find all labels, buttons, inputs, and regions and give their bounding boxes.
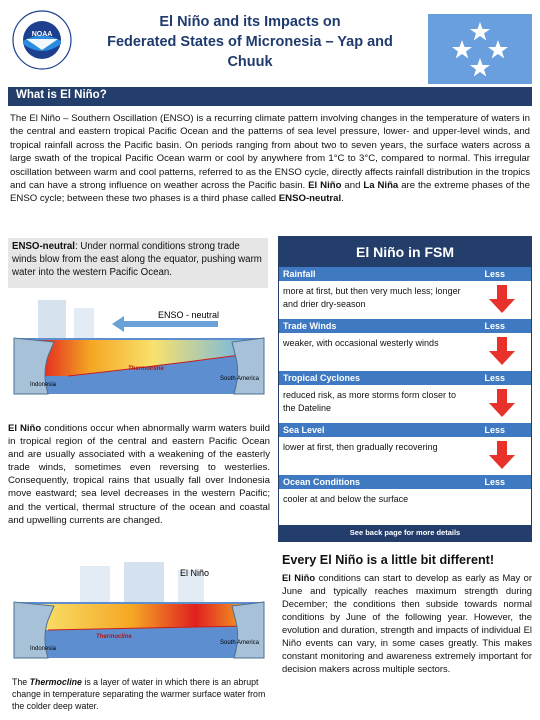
fsm-row-trade-winds-head xyxy=(279,319,531,333)
el-nino-diagram xyxy=(8,558,270,662)
enso-neutral-diagram xyxy=(8,294,270,398)
fsm-rainfall-text: more at first, but then very much less; longer and drier dry-season xyxy=(283,286,461,309)
fsm-row-ocean-conditions-body xyxy=(279,489,531,525)
intro-bold-enso-neutral: ENSO-neutral xyxy=(278,193,342,205)
diagram2-south-america: South America xyxy=(220,640,260,646)
fsm-panel-title: El Niño in FSM xyxy=(279,237,531,267)
intro-bold-la-nina: La Niña xyxy=(363,180,399,192)
diagram2-indonesia: Indonesia xyxy=(30,646,57,652)
title-line-2: Federated States of Micronesia – Yap and xyxy=(107,34,393,50)
fsm-row-sea-level-body xyxy=(279,437,531,475)
fsm-trade-winds-label: Trade Winds xyxy=(283,321,337,331)
page-title xyxy=(80,12,420,72)
every-el-nino-heading: Every El Niño is a little bit different! xyxy=(282,553,495,567)
diagram2-title: El Niño xyxy=(180,568,210,578)
thermocline-note xyxy=(12,676,270,712)
down-arrow-icon xyxy=(489,337,515,365)
fsm-sea-level-less: Less xyxy=(484,425,505,435)
fsm-row-ocean-conditions-head xyxy=(279,475,531,489)
fsm-row-rainfall-head xyxy=(279,267,531,281)
intro-text-2: are the extreme phases of the ENSO cycle; between these two phases is a third phase called xyxy=(10,180,531,205)
every-el-nino-text xyxy=(282,571,532,675)
diagram1-thermocline: Thermocline xyxy=(128,366,164,372)
every-el-nino-label: El Niño xyxy=(282,572,316,583)
intro-end: . xyxy=(341,193,344,205)
fsm-row-trade-winds-body xyxy=(279,333,531,371)
fsm-row-tropical-cyclones-body xyxy=(279,385,531,423)
fsm-sea-level-text: lower at first, then gradually recovering xyxy=(283,442,438,452)
fsm-tropical-cyclones-less: Less xyxy=(484,373,505,383)
intro-bold-el-nino: El Niño xyxy=(308,180,342,192)
down-arrow-icon xyxy=(489,285,515,313)
fsm-footer-note: See back page for more details xyxy=(279,525,531,541)
fsm-ocean-conditions-label: Ocean Conditions xyxy=(283,477,361,487)
diagram1-title: ENSO - neutral xyxy=(158,310,220,320)
svg-text:NOAA: NOAA xyxy=(31,31,53,38)
fsm-trade-winds-text: weaker, with occasional westerly winds xyxy=(283,338,439,348)
every-el-nino-body: conditions can start to develop as early as May or June and typically reaches maximum strength during December; the conditions then subside towards normal conditions by June of the following year. However, the evolution and duration, strength and impacts of individual El Niño events can vary, in some cases greatly. This makes constant monitoring and awareness extremely important for decision makers across multiple sectors. xyxy=(282,572,532,674)
intro-and: and xyxy=(341,180,364,192)
el-nino-text: conditions occur when abnormally warm waters build in tropical region of the central and eastern Pacific Ocean and are usually associated with a weakening of the easterly trade winds, sometimes even reversing to westerlies. Consequently, tropical rains that usually fall over Indonesia move eastward; sea level decreases in the western Pacific; and the vertical, thermal structure of the ocean and coastal and upwelling currents are changed. xyxy=(8,423,271,526)
thermo-note-text: is a layer of water in which there is an abrupt change in temperature separating the warmer surface water from the colder deep water. xyxy=(12,677,266,711)
diagram1-indonesia: Indonesia xyxy=(30,382,57,388)
el-nino-label: El Niño xyxy=(8,423,42,434)
header xyxy=(8,8,532,84)
fsm-row-rainfall-body xyxy=(279,281,531,319)
thermo-note-pre: The xyxy=(12,677,30,687)
fsm-sea-level-label: Sea Level xyxy=(283,425,325,435)
fsm-row-tropical-cyclones-head xyxy=(279,371,531,385)
el-nino-description xyxy=(8,422,270,527)
enso-neutral-label: ENSO-neutral xyxy=(12,241,75,252)
fsm-ocean-conditions-text: cooler at and below the surface xyxy=(283,494,409,504)
section-what-is-el-nino: What is El Niño? xyxy=(8,87,532,106)
fsm-trade-winds-less: Less xyxy=(484,321,505,331)
diagram1-south-america: South America xyxy=(220,376,260,382)
el-nino-in-fsm-panel xyxy=(278,236,532,542)
fsm-rainfall-label: Rainfall xyxy=(283,269,316,279)
micronesia-flag xyxy=(428,14,532,84)
fsm-ocean-conditions-less: Less xyxy=(484,477,505,487)
down-arrow-icon xyxy=(489,441,515,469)
fsm-row-sea-level-head xyxy=(279,423,531,437)
title-line-1: El Niño and its Impacts on xyxy=(159,14,341,30)
fsm-tropical-cyclones-label: Tropical Cyclones xyxy=(283,373,361,383)
intro-paragraph xyxy=(10,112,530,206)
fsm-tropical-cyclones-text: reduced risk, as more storms form closer to the Dateline xyxy=(283,390,457,413)
enso-neutral-text: : Under normal conditions strong trade winds blow from the east along the equator, pushing warm water into the western Pacific Ocean. xyxy=(12,241,262,278)
noaa-logo xyxy=(12,10,72,70)
diagram2-thermocline: Thermocline xyxy=(96,634,132,640)
down-arrow-icon xyxy=(489,389,515,417)
intro-text-1: The El Niño – Southern Oscillation (ENSO) is a recurring climate pattern involving changes in the temperature of waters in the central and eastern tropical Pacific Ocean and the patterns of sea level pressure, lower- and upper-level winds, and tropical rainfall across the Pacific basin. On periods ranging from about two to seven years, the surface waters across a large swath of the tropical Pacific Ocean warm or cool by anywhere from 1°C to 3°C, compared to normal. This irregular oscillation between warm and cool patterns, referred to as the ENSO cycle, directly affects rainfall distribution in the tropics and can have a strong influence on weather across the Pacific basin. xyxy=(10,113,530,192)
enso-neutral-box xyxy=(8,238,268,288)
title-line-3: Chuuk xyxy=(227,54,273,70)
thermo-note-label: Thermocline xyxy=(29,677,82,687)
fsm-rainfall-less: Less xyxy=(484,269,505,279)
